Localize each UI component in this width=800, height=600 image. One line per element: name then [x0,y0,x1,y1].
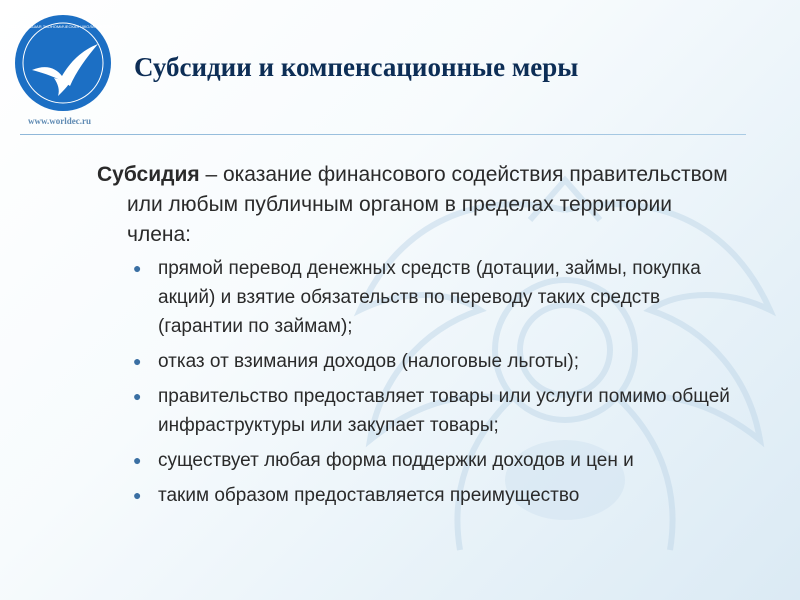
subsidy-forms-list [97,254,737,510]
slide-body [97,160,737,516]
list-item-text: существует любая форма поддержки доходов и цен и [158,450,634,471]
bullet-icon: ● [133,260,142,276]
list-item-text: отказ от взимания доходов (налоговые льготы); [158,351,580,372]
list-item [97,481,737,510]
list-item [97,254,737,341]
site-url[interactable]: www.worldec.ru [28,116,91,126]
list-item-text: прямой перевод денежных средств (дотации, займы, покупка акций) и взятие обязательств по переводу таких средств (гарантии по займам); [158,258,701,337]
bullet-icon: ● [133,452,142,468]
list-item [97,347,737,376]
bullet-icon: ● [133,388,142,404]
header-divider [20,134,746,135]
list-item-text: правительство предоставляет товары или услуги помимо общей инфраструктуры или закупает товары; [158,386,730,436]
definition-text: – оказание финансового содействия правительством или любым публичным органом в пределах территории члена: [127,163,728,246]
bullet-icon: ● [133,353,142,369]
bird-logo-icon [6,14,120,112]
page-title: Субсидии и компенсационные меры [134,52,579,82]
list-item [97,446,737,475]
definition-paragraph [97,160,737,250]
bullet-icon: ● [133,487,142,503]
list-item [97,382,737,440]
list-item-text: таким образом предоставляется преимущество [158,485,580,506]
definition-term: Субсидия [97,163,200,186]
university-logo [6,14,120,112]
logo-ring-text: СПБГУ · ВЫСШАЯ ЭКОНОМИЧЕСКАЯ ШКОЛА · ИНСТИТУТ [6,24,120,29]
